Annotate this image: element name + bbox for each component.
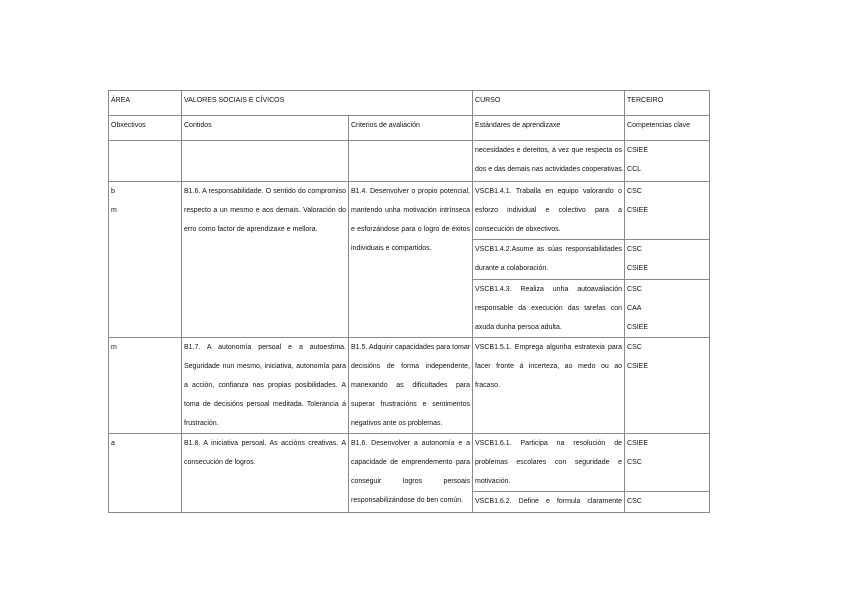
cell-competencias: CSIEE CSC <box>625 434 710 492</box>
col-obxectivos: Obxectivos <box>109 116 182 141</box>
header-curso: CURSO <box>473 91 625 116</box>
cell-criterio: B1.5. Adquirir capacidades para tomar decisións de forma independente, manexando as dificultades para superar frustracións e sentimentos negativos ante os problemas. <box>349 338 473 434</box>
cell-competencias: CSC CSIEE <box>625 240 710 280</box>
header-area: ÁREA <box>109 91 182 116</box>
cell-criterio: B1.6. Desenvolver a autonomía e a capacidade de emprendemento para conseguir logros persoais responsabilizándose do ben común. <box>349 434 473 513</box>
header-subject: VALORES SOCIAIS E CÍVICOS <box>182 91 473 116</box>
cell-competencias: CSC CAA CSIEE <box>625 280 710 338</box>
cell-estandar: VSCB1.4.2.Asume as súas responsabilidades durante a colaboración. <box>473 240 625 280</box>
cell-contidos: B1.6. A responsabilidade. O sentido do compromiso respecto a un mesmo e aos demais. Valoración do erro como factor de aprendizaxe e mellora. <box>182 182 349 338</box>
cell-estandar: VSCB1.4.3. Realiza unha autoavaliación responsable da execución das tarefas con axuda dunha persoa adulta. <box>473 280 625 338</box>
table-row-continuation <box>109 141 710 182</box>
cell-competencias: CSC <box>625 492 710 513</box>
cell-contidos <box>182 141 349 182</box>
cell-competencias: CSIEE CCL <box>625 141 710 182</box>
cell-criterio: B1.4. Desenvolver o propio potencial, mantendo unha motivación intrínseca e esforzándose para o logro de éxitos individuais e compartidos. <box>349 182 473 338</box>
cell-competencias: CSC CSIEE <box>625 338 710 434</box>
cell-estandar: VSCB1.5.1. Emprega algunha estratexia para facer fronte á incerteza, ao medo ou ao fracaso. <box>473 338 625 434</box>
table-row-b1-5 <box>109 338 710 434</box>
cell-obx: m <box>109 338 182 434</box>
cell-estandar: VSCB1.4.1. Traballa en equipo valorando o esforzo individual e colectivo para a consecución de obxectivos. <box>473 182 625 240</box>
cell-contidos: B1.8. A iniciativa persoal. As accións creativas. A consecución de logros. <box>182 434 349 513</box>
header-row-columns <box>109 116 710 141</box>
cell-obx: b m <box>109 182 182 338</box>
curriculum-table <box>108 90 710 513</box>
cell-estandar: necesidades e dereitos, á vez que respecta os dos e das demais nas actividades cooperativas. <box>473 141 625 182</box>
cell-criterio <box>349 141 473 182</box>
header-row-area <box>109 91 710 116</box>
cell-contidos: B1.7. A autonomía persoal e a autoestima. Seguridade nun mesmo, iniciativa, autonomía para a acción, confianza nas propias posibilidades. A toma de decisións persoal meditada. Tolerancia á frustración. <box>182 338 349 434</box>
cell-obx: a <box>109 434 182 513</box>
col-competencias: Competencias clave <box>625 116 710 141</box>
cell-competencias: CSC CSIEE <box>625 182 710 240</box>
cell-estandar: VSCB1.6.1. Participa na resolución de problemas escolares con seguridade e motivación. <box>473 434 625 492</box>
col-criterios: Criterios de avaliación <box>349 116 473 141</box>
table-row-b1-4 <box>109 182 710 240</box>
cell-estandar: VSCB1.6.2. Define e formula claramente <box>473 492 625 513</box>
col-estandares: Estándares de aprendizaxe <box>473 116 625 141</box>
col-contidos: Contidos <box>182 116 349 141</box>
table-row-b1-6 <box>109 434 710 492</box>
header-level: TERCEIRO <box>625 91 710 116</box>
cell-obx <box>109 141 182 182</box>
